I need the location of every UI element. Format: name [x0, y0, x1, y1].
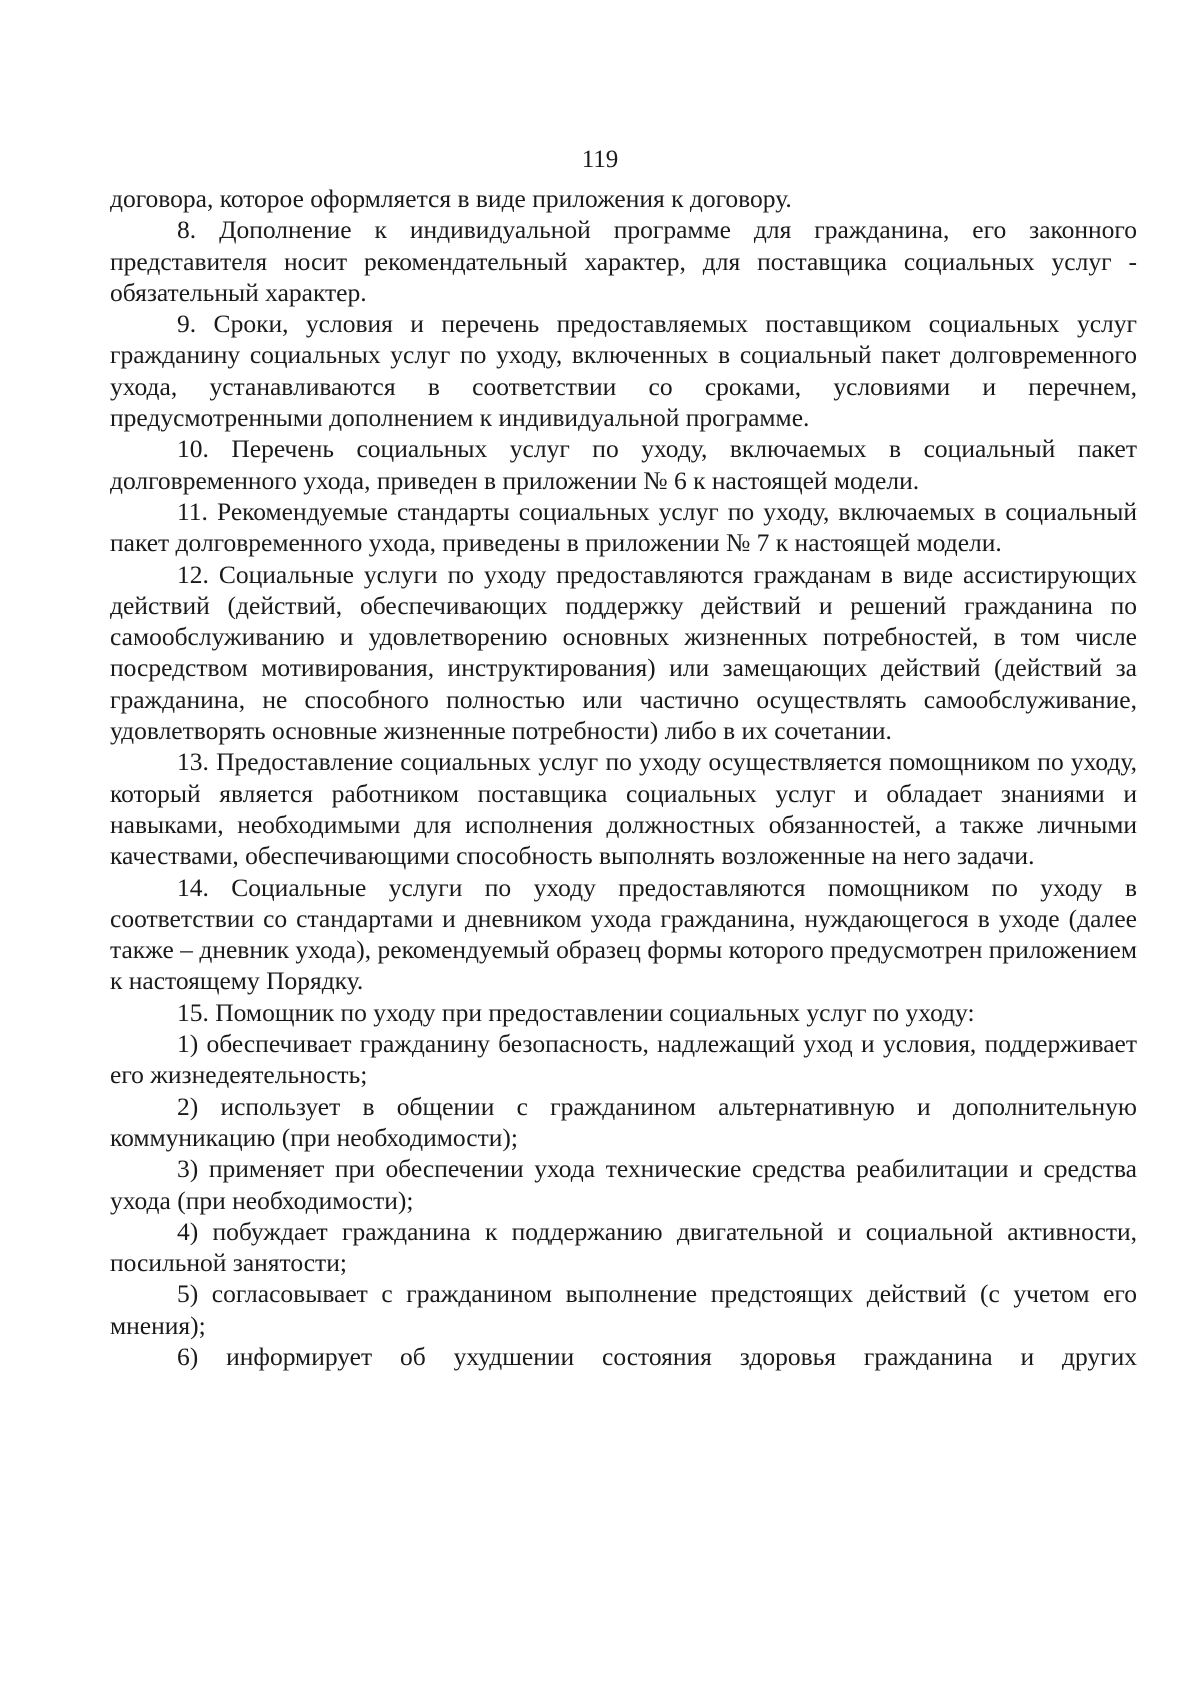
paragraph-12: 12. Социальные услуги по уходу предоставляются гражданам в виде ассистирующих действий (действий, обеспечивающих поддержку действий и решений гражданина по самообслуживанию и удовлетворению основных жизненных потребностей, в том числе посредством мотивирования, инструктирования) или замещающих действий (действий за гражданина, не способного полностью или частично осуществлять самообслуживание, удовлетворять основные жизненные потребности) либо в их сочетании. — [110, 559, 1137, 746]
paragraph-10: 10. Перечень социальных услуг по уходу, включаемых в социальный пакет долговременного ухода, приведен в приложении № 6 к настоящей модели. — [110, 434, 1137, 495]
paragraph-15: 15. Помощник по уходу при предоставлении социальных услуг по уходу: — [177, 997, 975, 1027]
list-item-3: 3) применяет при обеспечении ухода технические средства реабилитации и средства ухода (при необходимости); — [110, 1154, 1137, 1215]
paragraph-continuation: договора, которое оформляется в виде приложения к договору. — [110, 184, 792, 213]
document-body — [110, 183, 1137, 1372]
list-item-5: 5) согласовывает с гражданином выполнение предстоящих действий (с учетом его мнения); — [110, 1279, 1137, 1340]
list-item-4: 4) побуждает гражданина к поддержанию двигательной и социальной активности, посильной занятости; — [110, 1216, 1137, 1278]
list-item-6: 6) информирует об ухудшении состояния здоровья гражданина и других — [177, 1341, 1137, 1371]
list-item-1: 1) обеспечивает гражданину безопасность, надлежащий уход и условия, поддерживает его жизнедеятельность; — [110, 1029, 1137, 1090]
list-item-2: 2) использует в общении с гражданином альтернативную и дополнительную коммуникацию (при необходимости); — [110, 1091, 1137, 1152]
paragraph-9: 9. Сроки, условия и перечень предоставляемых поставщиком социальных услуг гражданину социальных услуг по уходу, включенных в социальный пакет долговременного ухода, устанавливаются в соответствии со сроками, условиями и перечнем, предусмотренными дополнением к индивидуальной программе. — [110, 309, 1137, 433]
paragraph-8: 8. Дополнение к индивидуальной программе для гражданина, его законного представителя носит рекомендательный характер, для поставщика социальных услуг - обязательный характер. — [110, 215, 1137, 307]
paragraph-13: 13. Предоставление социальных услуг по уходу осуществляется помощником по уходу, который является работником поставщика социальных услуг и обладает знаниями и навыками, необходимыми для исполнения должностных обязанностей, а также личными качествами, обеспечивающими способность выполнять возложенные на него задачи. — [110, 747, 1137, 871]
page-number: 119 — [581, 146, 619, 173]
paragraph-14: 14. Социальные услуги по уходу предоставляются помощником по уходу в соответствии со стандартами и дневником ухода гражданина, нуждающегося в уходе (далее также – дневник ухода), рекомендуемый образец формы которого предусмотрен приложением к настоящему Порядку. — [110, 872, 1137, 996]
paragraph-11: 11. Рекомендуемые стандарты социальных услуг по уходу, включаемых в социальный пакет долговременного ухода, приведены в приложении № 7 к настоящей модели. — [110, 496, 1137, 558]
